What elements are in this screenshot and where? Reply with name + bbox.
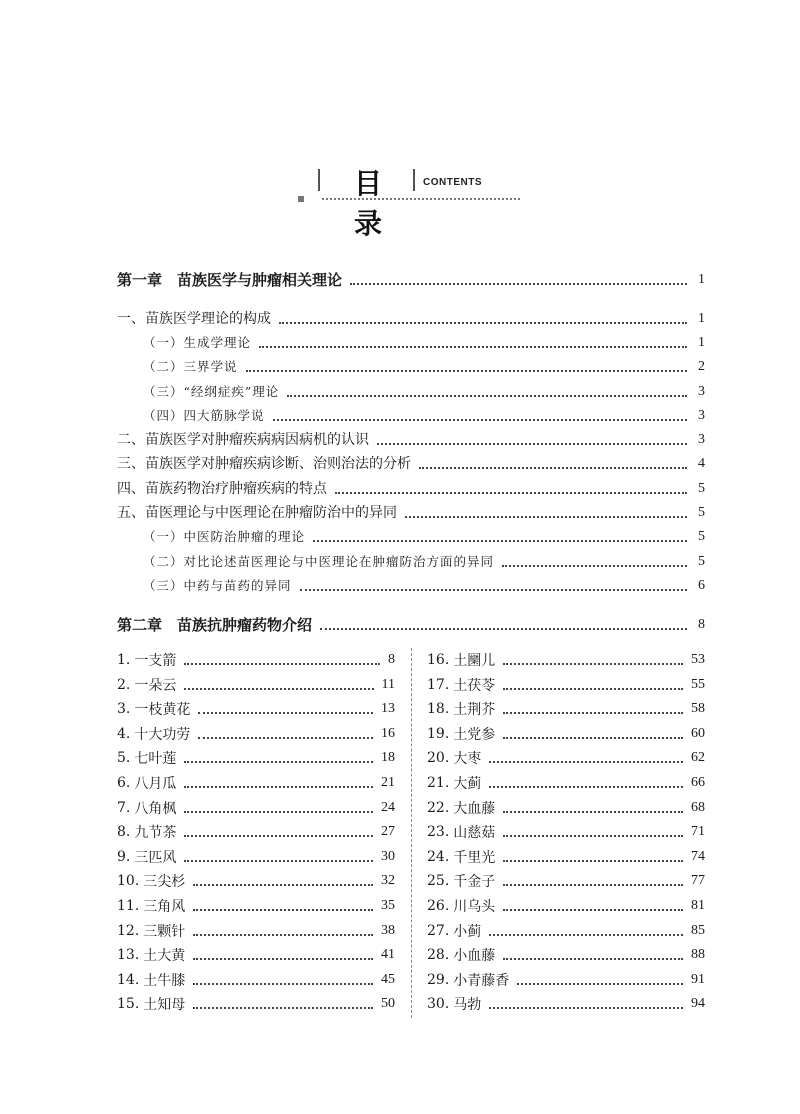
drug-name: 一支箭 (134, 653, 177, 669)
toc-page-number: 6 (698, 578, 705, 593)
drug-page-number: 24 (381, 799, 395, 815)
drug-list-item[interactable] (117, 968, 395, 992)
toc-entry-title: 五、苗医理论与中医理论在肿瘤防治中的异同 (117, 505, 397, 521)
drug-list-item[interactable] (427, 673, 705, 697)
drug-number: 9. (117, 848, 131, 865)
drug-number: 10. (117, 873, 140, 890)
dot-leader (184, 663, 380, 665)
dot-leader (193, 884, 373, 886)
drug-page-number: 68 (691, 799, 705, 815)
toc-chapter-row[interactable] (117, 613, 705, 637)
drug-page-number: 62 (691, 750, 705, 766)
toc-page-number: 3 (698, 432, 705, 447)
drug-number: 25. (427, 873, 450, 890)
toc-entry-title: （一）生成学理论 (143, 334, 252, 350)
toc-entry-title: （三）“经纲症疾”理论 (143, 383, 280, 399)
drug-name: 大血藤 (453, 800, 496, 817)
drug-name: 大枣 (453, 751, 482, 768)
drug-number: 13. (117, 947, 140, 964)
drug-list-item[interactable] (117, 894, 395, 918)
drug-number: 17. (427, 676, 450, 693)
drug-list-item[interactable] (117, 845, 395, 869)
drug-number: 27. (427, 922, 450, 939)
drug-page-number: 60 (691, 725, 705, 741)
drug-page-number: 11 (381, 676, 395, 692)
dot-leader (489, 934, 683, 936)
drug-list-item[interactable] (117, 869, 395, 893)
drug-number: 16. (427, 652, 450, 668)
drug-list-item[interactable] (427, 697, 705, 721)
contents-header (0, 160, 800, 240)
page-subtitle: CONTENTS (423, 177, 482, 188)
drug-page-number: 74 (691, 848, 705, 864)
dot-leader (489, 761, 683, 763)
drug-page-number: 13 (381, 701, 395, 717)
drug-list-item[interactable] (117, 673, 395, 697)
drug-number: 2. (117, 676, 131, 693)
drug-list-item[interactable] (427, 968, 705, 992)
dot-leader (198, 712, 373, 714)
drug-number: 28. (427, 947, 450, 964)
dot-leader (377, 443, 687, 445)
toc-page-number: 5 (698, 481, 705, 496)
drug-number: 14. (117, 971, 140, 988)
header-square-ornament (298, 196, 304, 202)
toc-page-number: 3 (698, 408, 705, 423)
drug-list-item[interactable] (427, 796, 705, 820)
toc-page-number: 5 (698, 529, 705, 544)
toc-page-number: 5 (698, 505, 705, 520)
toc-entry-title: （一）中医防治肿瘤的理论 (143, 528, 306, 544)
drug-number: 30. (427, 996, 450, 1013)
toc-page-number: 1 (698, 311, 705, 326)
drug-number: 24. (427, 848, 450, 865)
drug-name: 川乌头 (453, 899, 496, 915)
dot-leader (273, 419, 687, 421)
dot-leader (184, 811, 373, 813)
drug-list-item[interactable] (427, 894, 705, 918)
dot-leader (503, 909, 683, 911)
drug-number: 18. (427, 701, 450, 718)
toc-entry-title: 三、苗族医学对肿瘤疾病诊断、治则治法的分析 (117, 456, 411, 472)
toc-entry-title: 二、苗族医学对肿瘤疾病病因病机的认识 (117, 432, 369, 448)
dot-leader (279, 322, 687, 324)
drug-page-number: 77 (691, 873, 705, 889)
toc-sub-row[interactable] (117, 331, 705, 355)
toc-sub-row[interactable] (117, 380, 705, 404)
drug-list-item[interactable] (427, 919, 705, 943)
drug-name: 大蓟 (453, 776, 482, 792)
dot-leader (246, 370, 687, 372)
drug-page-number: 16 (381, 725, 395, 741)
drug-name: 一枝黄花 (134, 702, 191, 719)
drug-page-number: 32 (381, 873, 395, 889)
dot-leader (184, 688, 373, 690)
drug-name: 土荆芥 (453, 702, 496, 719)
drug-page-number: 38 (381, 922, 395, 938)
drug-page-number: 58 (691, 701, 705, 717)
toc-section-row[interactable] (117, 477, 705, 501)
drug-page-number: 53 (691, 652, 705, 667)
drug-name: 三角风 (143, 899, 186, 915)
toc-page-number: 1 (698, 272, 705, 287)
drug-name: 小蓟 (453, 923, 482, 940)
drug-number: 29. (427, 971, 450, 988)
toc-section-row[interactable] (117, 428, 705, 452)
dot-leader (335, 492, 687, 494)
drug-list-item[interactable] (427, 746, 705, 770)
drug-name: 七叶莲 (134, 751, 177, 768)
drug-name: 山慈菇 (453, 825, 496, 842)
drug-number: 21. (427, 775, 450, 791)
drug-page-number: 18 (381, 750, 395, 766)
drug-number: 12. (117, 922, 140, 939)
drug-name: 土知母 (143, 997, 186, 1014)
drug-page-number: 71 (691, 824, 705, 840)
drug-name: 千里光 (453, 849, 496, 866)
drug-name: 千金子 (453, 874, 496, 891)
drug-number: 4. (117, 725, 131, 742)
drug-page-number: 8 (388, 652, 395, 667)
drug-list-item[interactable] (427, 820, 705, 844)
drug-list-item[interactable] (427, 869, 705, 893)
dot-leader (489, 786, 683, 788)
drug-page-number: 66 (691, 775, 705, 790)
drug-list-item[interactable] (117, 943, 395, 967)
toc-page-number: 1 (698, 335, 705, 350)
toc-sub-row[interactable] (117, 574, 705, 598)
drug-page-number: 94 (691, 996, 705, 1012)
toc-page-number: 2 (698, 359, 705, 374)
drug-name: 土圞儿 (453, 653, 496, 669)
toc-page-number: 3 (698, 384, 705, 399)
drug-page-number: 85 (691, 922, 705, 938)
drug-list-item[interactable] (117, 820, 395, 844)
drug-page-number: 81 (691, 898, 705, 913)
drug-page-number: 41 (381, 947, 395, 963)
drug-list-item[interactable] (117, 697, 395, 721)
dot-leader (287, 395, 687, 397)
drug-name: 小青藤香 (453, 972, 510, 989)
drug-list-item[interactable] (427, 722, 705, 746)
toc-chapter-row[interactable] (117, 268, 705, 292)
dot-leader (193, 1007, 373, 1009)
drug-list-item[interactable] (117, 992, 395, 1016)
toc-entry-title: 第二章 苗族抗肿瘤药物介绍 (117, 615, 313, 634)
dot-leader (193, 958, 373, 960)
drug-number: 19. (427, 725, 450, 742)
toc-section-row[interactable] (117, 501, 705, 525)
drug-number: 23. (427, 824, 450, 841)
drug-page-number: 21 (381, 775, 395, 790)
toc-sub-row[interactable] (117, 525, 705, 549)
dot-leader (405, 516, 687, 518)
drug-number: 3. (117, 701, 131, 718)
drug-name: 八角枫 (134, 800, 177, 817)
drug-name: 十大功劳 (134, 726, 191, 743)
toc-entry-title: （二）三界学说 (143, 358, 238, 374)
drug-number: 8. (117, 824, 131, 841)
drug-name: 九节茶 (134, 825, 177, 842)
dot-leader (503, 860, 683, 862)
drug-list-item[interactable] (117, 648, 395, 672)
drug-page-number: 91 (691, 971, 705, 987)
toc-sub-row[interactable] (117, 550, 705, 574)
dot-leader (193, 934, 373, 936)
drug-number: 5. (117, 750, 131, 767)
dot-leader (517, 983, 683, 985)
dot-leader (503, 835, 683, 837)
drug-number: 26. (427, 898, 450, 914)
drug-name: 土大黄 (143, 948, 186, 965)
dot-leader (502, 565, 687, 567)
dot-leader (313, 540, 687, 542)
page-title: 目 录 (353, 167, 388, 240)
column-divider (411, 648, 412, 1018)
drug-list-item[interactable] (427, 992, 705, 1016)
drug-list-item[interactable] (427, 943, 705, 967)
toc-page-number: 8 (698, 617, 705, 632)
drug-list-item[interactable] (117, 722, 395, 746)
toc-entry-title: （四）四大筋脉学说 (143, 407, 265, 423)
toc-sub-row[interactable] (117, 404, 705, 428)
dot-leader (489, 1007, 683, 1009)
toc-entry-title: 一、苗族医学理论的构成 (117, 311, 271, 327)
drug-number: 20. (427, 750, 450, 767)
toc-section-row[interactable] (117, 307, 705, 331)
drug-page-number: 88 (691, 947, 705, 963)
dot-leader (193, 909, 373, 911)
drug-name: 三颗针 (143, 923, 186, 940)
dot-leader (184, 786, 373, 788)
toc-page-number: 5 (698, 554, 705, 569)
dot-leader (350, 283, 687, 285)
drug-list-item[interactable] (117, 796, 395, 820)
dot-leader (503, 712, 683, 714)
dot-leader (503, 884, 683, 886)
drug-page-number: 50 (381, 996, 395, 1012)
drug-list-item[interactable] (427, 648, 705, 672)
toc-sub-row[interactable] (117, 355, 705, 379)
toc-entry-title: （三）中药与苗药的异同 (143, 577, 292, 593)
dot-leader (184, 860, 373, 862)
toc-entry-title: （二）对比论述苗医理论与中医理论在肿瘤防治方面的异同 (143, 553, 495, 569)
drug-page-number: 45 (381, 971, 395, 987)
toc-section-row[interactable] (117, 452, 705, 476)
drug-name: 三匹风 (134, 849, 177, 866)
drug-list-item[interactable] (427, 845, 705, 869)
drug-list-item[interactable] (427, 771, 705, 795)
drug-name: 土牛膝 (143, 972, 186, 989)
drug-name: 一朵云 (134, 677, 177, 694)
dot-leader (184, 835, 373, 837)
drug-number: 15. (117, 996, 140, 1013)
drug-list-item[interactable] (117, 771, 395, 795)
drug-list-item[interactable] (117, 746, 395, 770)
drug-name: 土党参 (453, 726, 496, 743)
dot-leader (320, 628, 687, 630)
drug-name: 八月瓜 (134, 776, 177, 792)
header-dotted-rule (322, 198, 520, 200)
drug-page-number: 30 (381, 848, 395, 864)
drug-name: 三尖杉 (143, 874, 186, 891)
drug-number: 1. (117, 652, 131, 668)
header-left-bar (318, 169, 320, 191)
dot-leader (259, 346, 687, 348)
dot-leader (503, 737, 683, 739)
dot-leader (503, 688, 683, 690)
dot-leader (503, 958, 683, 960)
drug-number: 11. (117, 898, 140, 914)
dot-leader (184, 761, 373, 763)
drug-page-number: 55 (691, 676, 705, 692)
toc-page-number: 4 (698, 456, 705, 471)
dot-leader (193, 983, 373, 985)
dot-leader (300, 589, 687, 591)
drug-number: 22. (427, 799, 450, 816)
drug-name: 土茯苓 (453, 677, 496, 694)
header-right-bar (413, 169, 415, 191)
toc-entry-title: 第一章 苗族医学与肿瘤相关理论 (117, 270, 343, 289)
drug-page-number: 35 (381, 898, 395, 913)
dot-leader (503, 811, 683, 813)
dot-leader (198, 737, 373, 739)
drug-number: 6. (117, 775, 131, 791)
toc-entry-title: 四、苗族药物治疗肿瘤疾病的特点 (117, 481, 327, 497)
drug-list-item[interactable] (117, 919, 395, 943)
drug-name: 小血藤 (453, 948, 496, 965)
drug-name: 马勃 (453, 997, 482, 1014)
drug-page-number: 27 (381, 824, 395, 840)
dot-leader (503, 663, 683, 665)
drug-number: 7. (117, 799, 131, 816)
dot-leader (419, 467, 687, 469)
